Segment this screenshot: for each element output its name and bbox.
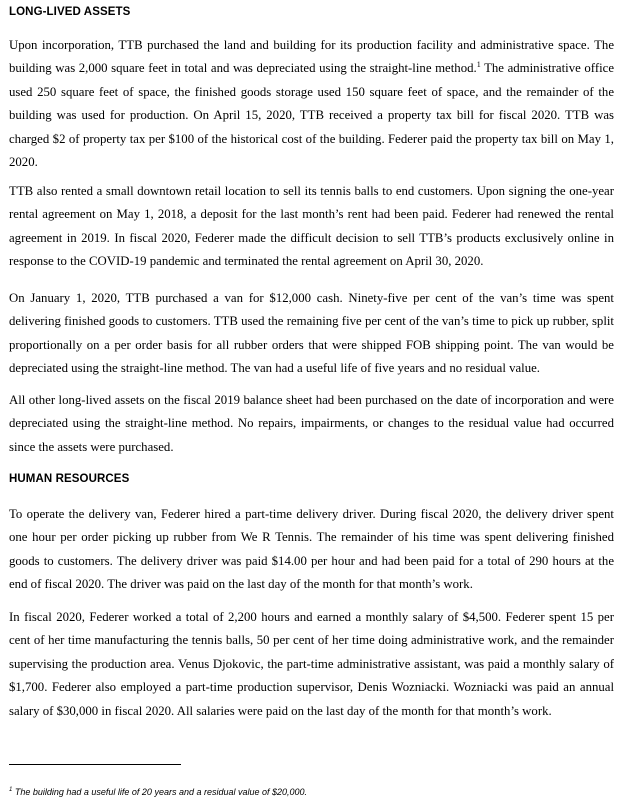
paragraph-retail-rental: TTB also rented a small downtown retail location to sell its tennis balls to end customers. Upon signing the one-year rental agreement on May 1, 2018, a deposit for the last month’s rent had been paid. Federer had renewed the rental agreement in 2019. In fiscal 2020, Federer made the difficult decision to sell TTB’s products exclusively online in response to the COVID-19 pandemic and terminated the rental agreement on April 30, 2020. xyxy=(9,184,614,269)
footnote-text: The building had a useful life of 20 years and a residual value of $20,000. xyxy=(12,787,308,797)
paragraph-delivery-driver: To operate the delivery van, Federer hired a part-time delivery driver. During fiscal 2020, the delivery driver spent one hour per order picking up rubber from We R Tennis. The remainder of his time was spent delivering finished goods to customers. The delivery driver was paid $14.00 per hour and had been paid for a total of 290 hours at the end of fiscal 2020. The driver was paid on the last day of the month for that month’s work. xyxy=(9,507,614,592)
long-lived-assets-heading: LONG-LIVED ASSETS xyxy=(9,6,131,18)
footnote-divider xyxy=(9,764,181,765)
paragraph-building-text-b: The administrative office used 250 square feet of space, the finished goods storage used 150 square feet of space, and the remainder of the building was used for production. On April 15, 2020, TTB received a property tax bill for fiscal 2020. TTB was charged $2 of property tax per $100 of the historical cost of the building. Federer paid the property tax bill on May 1, 2020. xyxy=(9,61,615,170)
human-resources-heading: HUMAN RESOURCES xyxy=(9,473,130,485)
footnote-marker: 1 xyxy=(9,787,13,793)
footnote-reference: 1 xyxy=(476,60,481,70)
paragraph-building xyxy=(9,34,614,174)
paragraph-van: On January 1, 2020, TTB purchased a van for $12,000 cash. Ninety-five per cent of the van’s time was spent delivering finished goods to customers. TTB used the remaining five per cent of the van’s time to pick up rubber, split proportionally on a per order basis for all rubber orders that were shipped FOB shipping point. The van would be depreciated using the straight-line method. The van had a useful life of five years and no residual value. xyxy=(9,291,614,376)
paragraph-other-assets: All other long-lived assets on the fiscal 2019 balance sheet had been purchased on the date of incorporation and were depreciated using the straight-line method. No repairs, impairments, or changes to the residual value had occurred since the assets were purchased. xyxy=(9,393,614,454)
paragraph-building-text-a: Upon incorporation, TTB purchased the land and building for its production facility and administrative space. The building was 2,000 square feet in total and was depreciated using the straight-line method. xyxy=(9,38,614,76)
paragraph-salaries: In fiscal 2020, Federer worked a total of 2,200 hours and earned a monthly salary of $4,500. Federer spent 15 per cent of her time manufacturing the tennis balls, 50 per cent of her time doing administrative work, and the remainder supervising the production area. Venus Djokovic, the part-time administrative assistant, was paid a monthly salary of $1,700. Federer also employed a part-time production supervisor, Denis Wozniacki. Wozniacki was paid an annual salary of $30,000 in fiscal 2020. All salaries were paid on the last day of the month for that month’s work. xyxy=(9,610,614,718)
footnote xyxy=(9,787,307,797)
